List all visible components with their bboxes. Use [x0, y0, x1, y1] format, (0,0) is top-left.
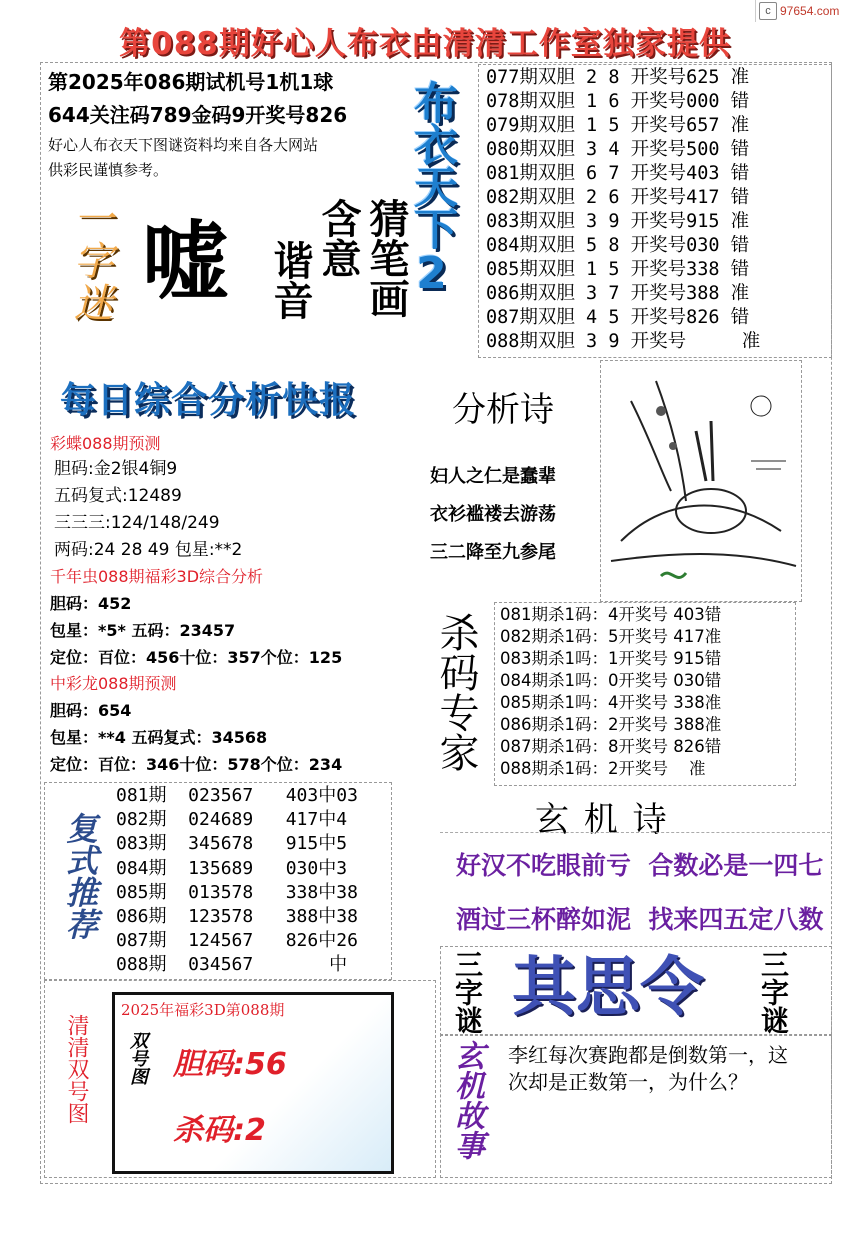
- double-pic-card-title: 2025年福彩3D第088期: [121, 1001, 285, 1019]
- site-url: 97654.com: [780, 4, 840, 18]
- qiannianchong-line: 胆码：452: [50, 594, 132, 613]
- brand-vertical: 布衣天下2: [406, 80, 457, 297]
- qiannianchong-title: 千年虫088期福彩3D综合分析: [50, 567, 264, 586]
- kill-code-list: [500, 604, 721, 780]
- double-dan-row: 083期双胆 3 9 开奖号915 准: [486, 211, 750, 232]
- zhongcailong-title: 中彩龙088期预测: [50, 674, 177, 693]
- three-char-label-right: 三字谜: [757, 950, 790, 1034]
- predictions-block: [50, 432, 430, 778]
- caidie-title: 彩蝶088期预测: [50, 434, 161, 453]
- double-dan-row: 087期双胆 4 5 开奖号826 错: [486, 307, 750, 328]
- double-pic-card: [112, 992, 394, 1174]
- xuanji-poem-divider: [440, 832, 830, 833]
- caidie-line: 五码复式:12489: [54, 486, 182, 506]
- sketch-frame: [600, 360, 802, 602]
- poem-line: 衣衫褴褛去游荡: [430, 504, 556, 525]
- rabbit-sketch-icon: [601, 361, 801, 601]
- fushi-row: 086期 123578 388中38: [116, 906, 358, 928]
- riddle-hint-3: 谐音: [267, 240, 313, 320]
- double-pic-sha: 杀码:2: [173, 1113, 266, 1148]
- double-pic-side: 双号图: [127, 1031, 148, 1085]
- daily-report-title: 每日综合分析快报: [60, 380, 357, 421]
- page-title: 第088期好心人布衣由清清工作室独家提供: [119, 26, 731, 62]
- fushi-row: 082期 024689 417中4: [116, 809, 348, 831]
- site-logo-icon: c: [759, 2, 777, 20]
- fushi-row: 088期 034567 中: [116, 954, 348, 976]
- caidie-line: 三三三:124/148/249: [54, 513, 220, 533]
- caidie-line: 胆码:金2银4铜9: [54, 459, 178, 479]
- double-dan-row: 085期双胆 1 5 开奖号338 错: [486, 259, 750, 280]
- poem-line: 妇人之仁是蠢辈: [430, 466, 556, 487]
- fushi-row: 081期 023567 403中03: [116, 785, 358, 806]
- double-dan-row: 084期双胆 5 8 开奖号030 错: [486, 235, 750, 256]
- story-text: 李红每次赛跑都是倒数第一，这次却是正数第一，为什么？: [508, 1043, 788, 1094]
- xuanji-line-1: 好汉不吃眼前亏 合数必是一四七: [456, 851, 824, 880]
- kill-code-row: 085期杀1吗：4开奖号 338准: [500, 693, 722, 712]
- kill-code-row: 088期杀1码：2开奖号 准: [500, 759, 706, 778]
- zhongcailong-line: 定位：百位：346十位：578个位：234: [50, 755, 343, 774]
- three-char-label-left: 三字谜: [451, 950, 484, 1034]
- double-pic-dan: 胆码:56: [173, 1047, 287, 1082]
- double-dan-row: 086期双胆 3 7 开奖号388 准: [486, 283, 750, 304]
- kill-code-row: 087期杀1码：8开奖号 826错: [500, 737, 722, 756]
- riddle-hint-1: 猜笔画: [363, 198, 409, 318]
- kill-code-row: 086期杀1码：2开奖号 388准: [500, 715, 722, 734]
- analysis-poem-title: 分析诗: [452, 390, 554, 430]
- disclaimer-line-2: 供彩民谨慎参考。: [48, 161, 169, 179]
- caidie-line: 两码:24 28 49 包星:**2: [54, 540, 243, 560]
- double-dan-row: 081期双胆 6 7 开奖号403 错: [486, 163, 750, 184]
- fushi-list: [116, 784, 358, 978]
- xuanji-line-2: 酒过三杯醉如泥 找来四五定八数: [456, 905, 824, 934]
- double-dan-row: 079期双胆 1 5 开奖号657 准: [486, 115, 750, 136]
- double-dan-row: 080期双胆 3 4 开奖号500 错: [486, 139, 750, 160]
- zhongcailong-line: 包星：**4 五码复式：34568: [50, 728, 268, 747]
- riddle-hints: [268, 198, 408, 358]
- kill-code-label: 杀码专家: [433, 612, 479, 772]
- trial-line-2: 644关注码789金码9开奖号826: [48, 103, 348, 127]
- double-dan-row: 077期双胆 2 8 开奖号625 准: [486, 67, 750, 88]
- double-dan-list: [486, 66, 760, 354]
- riddle-label: 一字迷: [67, 198, 113, 324]
- story-label: 玄机故事: [449, 1040, 484, 1160]
- riddle-big-char: 嘘: [142, 212, 228, 312]
- kill-code-row: 084期杀1吗：0开奖号 030错: [500, 671, 722, 690]
- fushi-row: 087期 124567 826中26: [116, 930, 358, 952]
- trial-block: [48, 66, 428, 182]
- disclaimer-line-1: 好心人布衣天下图谜资料均来自各大网站: [48, 136, 319, 154]
- xuanji-poem-title: 玄 机 诗: [535, 800, 669, 840]
- double-dan-row: 078期双胆 1 6 开奖号000 错: [486, 91, 750, 112]
- qiannianchong-line: 包星：*5* 五码：23457: [50, 621, 236, 640]
- zhongcailong-line: 胆码：654: [50, 701, 132, 720]
- riddle-hint-2: 含意: [315, 198, 361, 278]
- poem-line: 三二降至九参尾: [430, 542, 556, 563]
- single-char-riddle: [50, 190, 409, 360]
- analysis-poem: [430, 458, 556, 572]
- double-pic-label: 清清双号图: [64, 1014, 89, 1124]
- trial-line-1: 第2025年086期试机号1机1球: [48, 70, 334, 94]
- fushi-row: 084期 135689 030中3: [116, 857, 348, 879]
- qiannianchong-line: 定位：百位：456十位：357个位：125: [50, 648, 343, 667]
- kill-code-row: 082期杀1码：5开奖号 417准: [500, 627, 722, 646]
- kill-code-row: 083期杀1吗：1开奖号 915错: [500, 649, 722, 668]
- fushi-label: 复式推荐: [61, 812, 99, 940]
- double-dan-row: 082期双胆 2 6 开奖号417 错: [486, 187, 750, 208]
- fushi-row: 085期 013578 338中38: [116, 881, 358, 903]
- kill-code-row: 081期杀1码：4开奖号 403错: [500, 605, 722, 624]
- fushi-row: 083期 345678 915中5: [116, 833, 348, 855]
- double-dan-row: 088期双胆 3 9 开奖号 准: [486, 331, 761, 352]
- three-char-answer: 其思令: [512, 951, 704, 1025]
